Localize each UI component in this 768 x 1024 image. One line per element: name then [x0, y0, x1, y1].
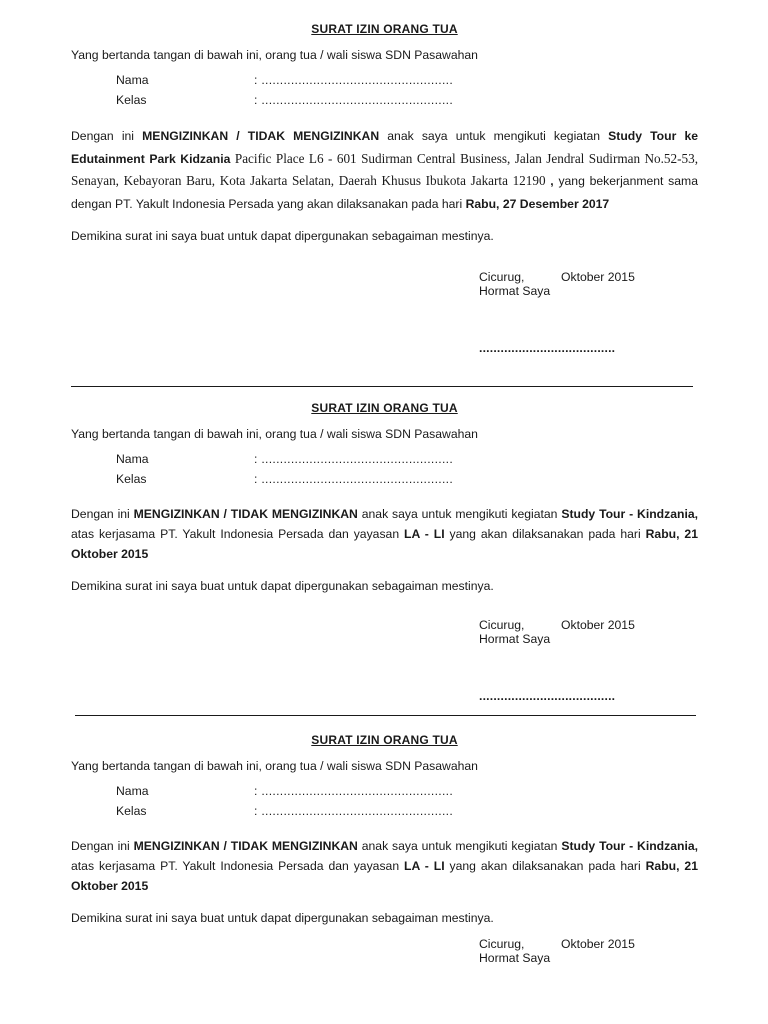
kelas-fill-line: : .................................................... [254, 472, 454, 486]
date-month: Oktober 2015 [561, 270, 635, 284]
organizer: LA - LI [404, 859, 445, 873]
event-date: Rabu, 21 Oktober 2015 [71, 527, 698, 561]
nama-row [71, 784, 698, 804]
nama-label: Nama [116, 452, 149, 466]
permission-choice: MENGIZINKAN / TIDAK MENGIZINKAN [133, 507, 358, 521]
place: Cicurug, [479, 618, 525, 632]
permission-letter-3 [71, 733, 698, 965]
place-date-row [479, 618, 698, 632]
p-post: atas kerjasama PT. Yakult Indonesia Persada dan yayasan [71, 527, 405, 541]
date-month: Oktober 2015 [561, 618, 635, 632]
nama-fill-line: : .................................................... [254, 452, 454, 466]
place: Cicurug, [479, 270, 525, 284]
event-name: Study Tour - Kindzania, [561, 839, 698, 853]
kelas-row [71, 93, 698, 113]
regards: Hormat Saya [479, 951, 551, 965]
kelas-fill-line: : .................................................... [254, 93, 454, 107]
kelas-row [71, 804, 698, 824]
p-post2: yang akan dilaksanakan pada hari [444, 859, 646, 873]
cut-line-2 [75, 715, 696, 716]
event-date: Rabu, 27 Desember 2017 [465, 196, 610, 211]
kelas-label: Kelas [116, 93, 147, 107]
letter-title: SURAT IZIN ORANG TUA [311, 401, 458, 415]
place: Cicurug, [479, 937, 525, 951]
permission-choice: MENGIZINKAN / TIDAK MENGIZINKAN [142, 129, 380, 143]
permission-letter-2 [71, 401, 698, 703]
p-mid: anak saya untuk mengikuti kegiatan [379, 129, 609, 143]
organizer: LA - LI [404, 527, 445, 541]
p-mid: anak saya untuk mengikuti kegiatan [357, 839, 562, 853]
signature-block [479, 270, 698, 355]
signature-line: ...................................... [479, 689, 616, 703]
student-fields [71, 73, 698, 113]
signature-line: ...................................... [479, 341, 616, 355]
permission-paragraph [71, 836, 698, 896]
kelas-label: Kelas [116, 804, 147, 818]
student-fields [71, 784, 698, 824]
date-month: Oktober 2015 [561, 937, 635, 951]
p-pre: Dengan ini [71, 129, 143, 143]
closing-sentence: Demikina surat ini saya buat untuk dapat dipergunakan sebagaiman mestinya. [71, 229, 494, 243]
letter-intro: Yang bertanda tangan di bawah ini, orang tua / wali siswa SDN Pasawahan [71, 427, 478, 441]
place-date-row [479, 937, 698, 951]
nama-fill-line: : .................................................... [254, 784, 454, 798]
event-name: Study Tour ke Edutainment Park Kidzania [71, 129, 698, 166]
cut-line-1 [71, 386, 693, 387]
letter-intro: Yang bertanda tangan di bawah ini, orang tua / wali siswa SDN Pasawahan [71, 48, 478, 62]
nama-row [71, 73, 698, 93]
p-mid: anak saya untuk mengikuti kegiatan [357, 507, 562, 521]
regards: Hormat Saya [479, 284, 551, 298]
event-date: Rabu, 21 Oktober 2015 [71, 859, 698, 893]
letter-intro: Yang bertanda tangan di bawah ini, orang tua / wali siswa SDN Pasawahan [71, 759, 478, 773]
signature-block [479, 618, 698, 703]
letter-title: SURAT IZIN ORANG TUA [311, 22, 458, 36]
event-address: Pacific Place L6 - 601 Sudirman Central Business, Jalan Jendral Sudirman No.52-53, Senayan, Kebayoran Baru, Kota Jakarta Selatan, Daerah Khusus Ibukota Jakarta 12190 [71, 150, 698, 188]
kelas-label: Kelas [116, 472, 147, 486]
letter-title: SURAT IZIN ORANG TUA [311, 733, 458, 747]
place-date-row [479, 270, 698, 284]
p-post: yang bekerjanment sama dengan PT. Yakult Indonesia Persada yang akan dilaksanakan pada hari [71, 174, 698, 211]
kelas-fill-line: : .................................................... [254, 804, 454, 818]
permission-paragraph [71, 125, 698, 215]
p-post2: yang akan dilaksanakan pada hari [444, 527, 646, 541]
regards: Hormat Saya [479, 632, 551, 646]
permission-paragraph [71, 504, 698, 564]
signature-block [479, 937, 698, 965]
p-comma: , [545, 174, 559, 188]
permission-choice: MENGIZINKAN / TIDAK MENGIZINKAN [133, 839, 358, 853]
p-pre: Dengan ini [71, 507, 134, 521]
nama-row [71, 452, 698, 472]
event-name: Study Tour - Kindzania, [561, 507, 698, 521]
nama-fill-line: : .................................................... [254, 73, 454, 87]
p-pre: Dengan ini [71, 839, 134, 853]
student-fields [71, 452, 698, 492]
p-post: atas kerjasama PT. Yakult Indonesia Persada dan yayasan [71, 859, 405, 873]
closing-sentence: Demikina surat ini saya buat untuk dapat dipergunakan sebagaiman mestinya. [71, 579, 494, 593]
closing-sentence: Demikina surat ini saya buat untuk dapat dipergunakan sebagaiman mestinya. [71, 911, 494, 925]
permission-letter-1 [71, 22, 698, 355]
nama-label: Nama [116, 784, 149, 798]
kelas-row [71, 472, 698, 492]
nama-label: Nama [116, 73, 149, 87]
